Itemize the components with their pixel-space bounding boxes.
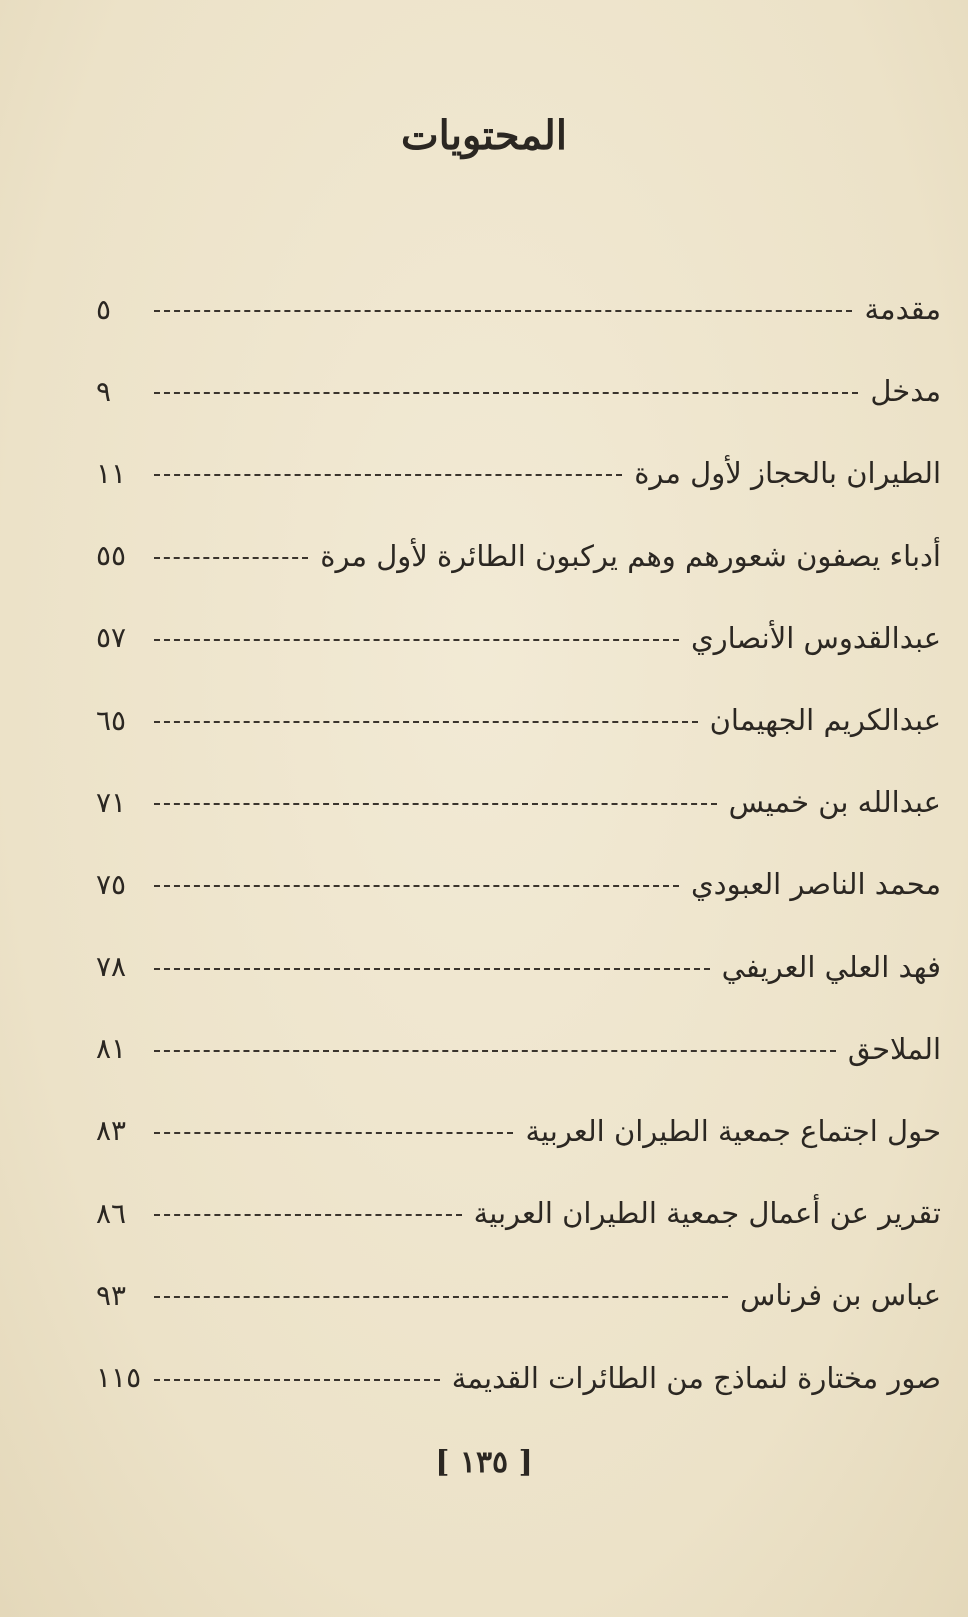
table-of-contents	[96, 268, 941, 1419]
toc-entry-title: مدخل	[870, 374, 941, 409]
toc-entry-page: ٩٣	[96, 1278, 127, 1312]
leader-dashes	[154, 1132, 513, 1134]
toc-entry-page: ٨٦	[96, 1196, 127, 1230]
toc-entry-title: الملاحق	[847, 1031, 941, 1066]
toc-entry-title: حول اجتماع جمعية الطيران العربية	[525, 1113, 941, 1148]
toc-entry	[96, 597, 941, 679]
toc-entry	[96, 268, 941, 350]
toc-entry-title: عبدالكريم الجهيمان	[709, 703, 941, 738]
leader-dashes	[154, 721, 698, 723]
toc-entry	[96, 1090, 941, 1172]
toc-entry	[96, 432, 941, 514]
leader-dashes	[154, 803, 717, 805]
leader-dashes	[154, 1296, 728, 1298]
toc-entry-page: ١١	[96, 456, 127, 490]
toc-entry	[96, 515, 941, 597]
toc-entry-page: ٥٧	[96, 621, 127, 655]
toc-entry-title: الطيران بالحجاز لأول مرة	[634, 456, 941, 491]
toc-entry-title: تقرير عن أعمال جمعية الطيران العربية	[473, 1196, 941, 1231]
page-title: المحتويات	[401, 112, 567, 159]
leader-dashes	[154, 557, 308, 559]
leader-dashes	[154, 310, 852, 312]
toc-entry-title: عباس بن فرناس	[739, 1278, 941, 1313]
toc-entry	[96, 843, 941, 925]
leader-dashes	[154, 968, 710, 970]
toc-entry-page: ٥٥	[96, 539, 127, 573]
leader-dashes	[154, 639, 679, 641]
toc-entry	[96, 761, 941, 843]
toc-entry-page: ٧١	[96, 785, 127, 819]
toc-entry-page: ٧٨	[96, 950, 127, 984]
toc-entry-title: محمد الناصر العبودي	[690, 867, 941, 902]
leader-dashes	[154, 1050, 836, 1052]
toc-entry	[96, 1172, 941, 1254]
page-number: [ ١٣٥ ]	[435, 1445, 533, 1480]
toc-entry-page: ٨٣	[96, 1114, 127, 1148]
toc-entry-title: صور مختارة لنماذج من الطائرات القديمة	[451, 1360, 941, 1395]
toc-entry-page: ٥	[96, 292, 112, 326]
toc-entry-page: ٨١	[96, 1032, 127, 1066]
toc-entry-title: فهد العلي العريفي	[721, 949, 941, 984]
leader-dashes	[154, 885, 679, 887]
toc-entry-page: ١١٥	[96, 1361, 142, 1395]
toc-entry	[96, 1008, 941, 1090]
toc-entry	[96, 926, 941, 1008]
toc-entry-title: عبدالله بن خميس	[728, 785, 941, 820]
toc-entry	[96, 350, 941, 432]
toc-entry	[96, 679, 941, 761]
leader-dashes	[154, 392, 858, 394]
toc-entry-page: ٦٥	[96, 703, 127, 737]
toc-entry-title: مقدمة	[864, 292, 941, 327]
toc-entry-page: ٧٥	[96, 867, 127, 901]
toc-entry-title: أدباء يصفون شعورهم وهم يركبون الطائرة لأول مرة	[320, 538, 941, 573]
toc-entry	[96, 1254, 941, 1336]
toc-entry-title: عبدالقدوس الأنصاري	[690, 620, 941, 655]
leader-dashes	[154, 1214, 462, 1216]
toc-entry-page: ٩	[96, 374, 112, 408]
leader-dashes	[154, 474, 622, 476]
toc-entry	[96, 1336, 941, 1418]
leader-dashes	[154, 1379, 440, 1381]
